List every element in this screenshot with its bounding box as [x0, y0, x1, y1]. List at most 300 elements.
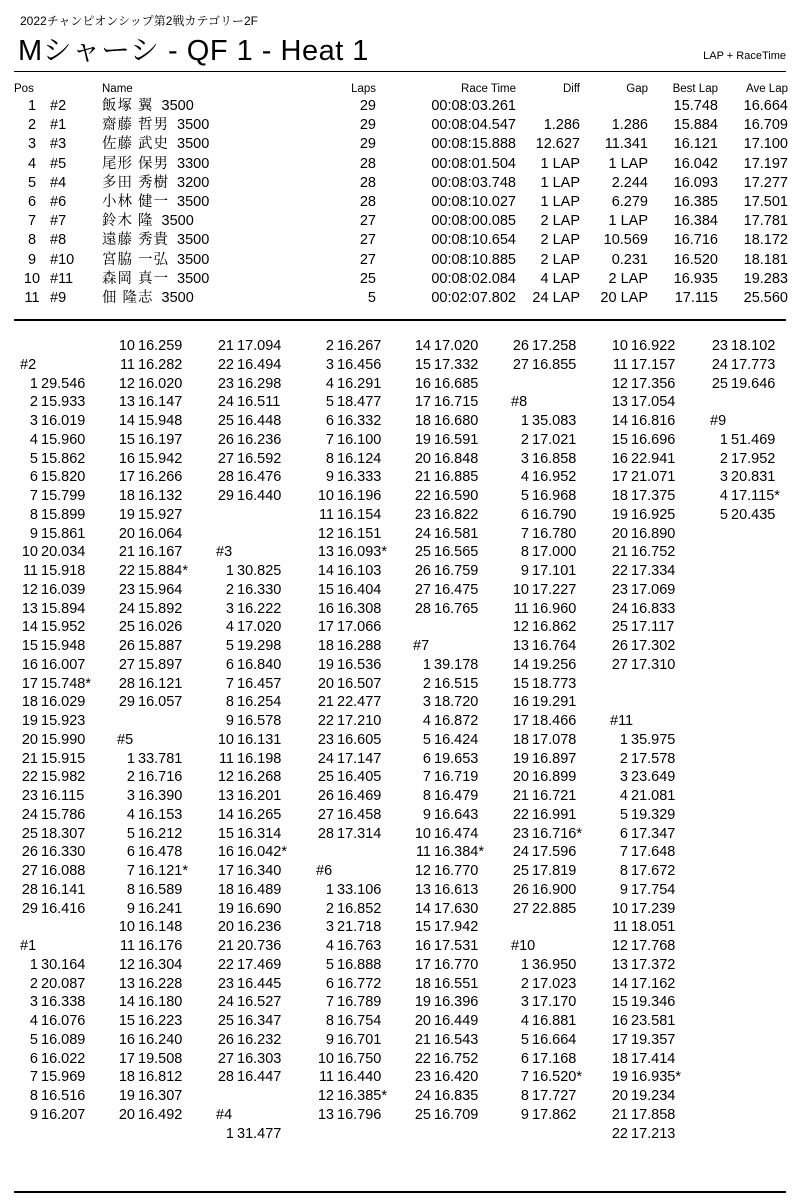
lap-time: 16.340: [237, 863, 282, 879]
lap-entry: [511, 506, 582, 525]
lap-number: 1: [225, 1125, 234, 1142]
lap-spacer: [413, 618, 484, 637]
lap-entry: [511, 450, 582, 469]
lap-number: 13: [118, 975, 135, 992]
result-race-time: 00:08:04.547: [431, 117, 516, 134]
lap-number: 1: [422, 656, 431, 673]
lap-number: 17: [21, 675, 38, 692]
car-lap-header: #4: [216, 1106, 233, 1123]
lap-time: 16.347: [237, 1013, 282, 1029]
lap-time: 16.968: [532, 488, 577, 504]
lap-entry: [117, 506, 188, 525]
lap-time: 20.831: [731, 469, 776, 486]
result-pos: 1: [27, 98, 37, 115]
lap-number: 4: [325, 375, 334, 392]
lap-number: 12: [317, 1088, 334, 1104]
lap-spacer: [511, 918, 582, 937]
driver-class: 3500: [177, 136, 210, 153]
lap-number: 16: [21, 656, 38, 673]
lap-spacer: [216, 525, 287, 544]
lap-time: 16.592: [237, 450, 282, 467]
result-best-lap: 16.385: [673, 194, 718, 211]
lap-number: 23: [21, 788, 38, 804]
result-gap: 20 LAP: [600, 289, 648, 306]
result-diff: 1 LAP: [540, 155, 580, 172]
lap-time: 16.520*: [532, 1069, 582, 1086]
result-race-time: 00:08:01.504: [431, 155, 516, 172]
lap-number: 8: [619, 863, 628, 879]
lap-time: 16.330: [237, 581, 282, 598]
col-header-diff: Diff: [562, 83, 580, 95]
lap-entry: [511, 675, 582, 694]
lap-number: 8: [29, 1088, 38, 1104]
lap-number: 18: [21, 694, 38, 711]
col-header-laps: Laps: [351, 83, 376, 95]
lap-entry: [216, 1012, 287, 1031]
lap-number: 11: [612, 356, 628, 373]
driver-name: 宮脇 一弘: [102, 251, 170, 268]
lap-number: 19: [512, 750, 529, 767]
lap-entry: [413, 843, 484, 862]
lap-number: 25: [711, 375, 728, 392]
lap-time: 17.334: [631, 563, 676, 579]
lap-time: 21.071: [631, 469, 676, 486]
lap-number: 28: [21, 881, 38, 898]
lap-number: 9: [619, 881, 628, 898]
lap-entry: [216, 1031, 287, 1050]
lap-entry: [216, 675, 287, 694]
lap-entry: [20, 881, 91, 900]
report-type-label: LAP + RaceTime: [703, 50, 786, 62]
lap-time: 16.709: [434, 1106, 479, 1123]
lap-entry: [610, 1068, 681, 1087]
lap-number: 8: [29, 506, 38, 523]
lap-entry: [710, 450, 780, 469]
lap-entry: [610, 1087, 681, 1106]
lap-time: 15.960: [41, 431, 86, 448]
lap-entry: [20, 581, 91, 600]
lap-number: 5: [520, 488, 529, 504]
lap-entry: [20, 993, 91, 1012]
lap-time: 16.721: [532, 788, 577, 804]
lap-time: 16.076: [41, 1013, 86, 1029]
driver-name: 多田 秀樹: [102, 174, 170, 191]
lap-number: 27: [217, 450, 234, 467]
lap-time: 16.303: [237, 1050, 282, 1067]
lap-entry: [610, 1050, 681, 1069]
lap-time: 30.825: [237, 563, 282, 579]
lap-time: 16.240: [138, 1031, 183, 1048]
result-ave-lap: 25.560: [743, 289, 788, 306]
lap-number: 22: [317, 713, 334, 729]
result-laps: 29: [359, 117, 376, 134]
lap-entry: [216, 581, 287, 600]
lap-entry: [216, 393, 287, 412]
lap-entry: [117, 618, 188, 637]
lap-entry: [117, 543, 188, 562]
lap-entry: [117, 1087, 188, 1106]
lap-number: 11: [119, 938, 135, 954]
lap-entry: [316, 975, 387, 994]
lap-number: 8: [325, 1013, 334, 1029]
lap-time: 16.822: [434, 506, 479, 523]
lap-entry: [610, 918, 681, 937]
car-lap-header: #5: [117, 731, 134, 748]
lap-number: 2: [325, 900, 334, 917]
lap-number: 4: [325, 938, 334, 954]
lap-number: 24: [217, 394, 234, 411]
lap-time: 16.420: [434, 1069, 479, 1086]
lap-number: 20: [118, 525, 135, 542]
lap-entry: [117, 412, 188, 431]
lap-entry: [413, 1068, 484, 1087]
lap-number: 27: [512, 900, 529, 917]
lap-entry: [316, 637, 387, 656]
lap-spacer: [117, 712, 188, 731]
lap-number: 13: [317, 544, 334, 561]
lap-number: 6: [225, 656, 234, 673]
lap-entry: [511, 1106, 582, 1125]
lap-number: 13: [21, 600, 38, 617]
lap-time: 17.147: [337, 750, 382, 767]
lap-entry: [117, 356, 188, 375]
result-pos: 4: [27, 155, 37, 172]
result-gap: 0.231: [611, 251, 648, 268]
lap-time: 17.066: [337, 619, 382, 636]
lap-entry: [511, 900, 582, 919]
lap-time: 17.414: [631, 1050, 676, 1067]
lap-time: 17.310: [631, 656, 676, 673]
lap-number: 18: [611, 1050, 628, 1067]
driver-class: 3500: [177, 232, 210, 249]
lap-number: 12: [118, 956, 135, 973]
lap-time: 16.789: [337, 994, 382, 1011]
lap-time: 22.941: [631, 450, 676, 467]
lap-time: 16.581: [434, 525, 479, 542]
lap-time: 16.385*: [337, 1088, 387, 1104]
lap-time: 16.332: [337, 413, 382, 429]
lap-number: 9: [29, 1106, 38, 1123]
lap-time: 17.162: [631, 975, 676, 992]
lap-entry: [511, 1087, 582, 1106]
lap-time: 16.991: [532, 806, 577, 823]
lap-entry: [20, 412, 91, 431]
lap-entry: [117, 656, 188, 675]
lap-time: 17.819: [532, 863, 577, 879]
lap-entry: [117, 431, 188, 450]
lap-number: 10: [317, 1050, 334, 1067]
lap-time: 16.952: [532, 469, 577, 486]
lap-entry: [216, 656, 287, 675]
lap-number: 19: [118, 506, 135, 523]
lap-time: 17.862: [532, 1106, 577, 1123]
lap-entry: [216, 637, 287, 656]
result-row: [14, 212, 788, 231]
lap-entry: [511, 468, 582, 487]
result-laps: 28: [359, 155, 376, 172]
result-car-number: #6: [50, 194, 67, 211]
lap-number: 2: [325, 338, 334, 354]
lap-number: 16: [611, 450, 628, 467]
lap-number: 4: [29, 1013, 38, 1029]
lap-entry: [610, 1012, 681, 1031]
lap-number: 6: [619, 825, 628, 842]
result-laps: 5: [367, 289, 376, 306]
lap-entry: [610, 431, 681, 450]
lap-time: 17.672: [631, 863, 676, 879]
lap-number: 20: [21, 731, 38, 748]
lap-entry: [20, 675, 91, 694]
lap-time: 16.197: [138, 431, 183, 448]
lap-number: 17: [414, 394, 431, 411]
result-diff: 1 LAP: [540, 174, 580, 191]
lap-entry: [216, 375, 287, 394]
lap-entry: [20, 862, 91, 881]
car-lap-header: #7: [413, 638, 430, 654]
lap-number: 12: [317, 525, 334, 542]
lap-time: 16.141: [41, 881, 86, 898]
lap-entry: [316, 656, 387, 675]
lap-entry: [216, 693, 287, 712]
lap-spacer: [216, 506, 287, 525]
lap-number: 22: [611, 563, 628, 579]
lap-entry: [610, 975, 681, 994]
lap-time: 15.933: [41, 394, 86, 411]
lap-number: 7: [29, 488, 38, 504]
lap-number: 29: [21, 900, 38, 917]
lap-time: 16.201: [237, 788, 282, 804]
lap-entry: [413, 337, 484, 356]
lap-time: 31.477: [237, 1125, 282, 1142]
lap-entry: [316, 956, 387, 975]
lap-number: 25: [217, 1013, 234, 1029]
lap-entry: [117, 1106, 188, 1125]
lap-number: 5: [29, 450, 38, 467]
lap-number: 18: [217, 881, 234, 898]
lap-number: 16: [217, 844, 234, 861]
lap-entry: [216, 712, 287, 731]
col-header-gap: Gap: [626, 83, 648, 95]
lap-number: 5: [29, 1031, 38, 1048]
lap-number: 24: [414, 525, 431, 542]
lap-column: [710, 337, 780, 525]
lap-time: 15.884*: [138, 563, 188, 579]
result-row: [14, 135, 788, 154]
lap-number: 7: [225, 675, 234, 692]
lap-entry: [216, 900, 287, 919]
driver-class: 3500: [161, 213, 194, 230]
lap-entry: [216, 843, 287, 862]
lap-number: 8: [520, 544, 529, 561]
lap-time: 16.148: [138, 919, 183, 936]
lap-entry: [413, 656, 484, 675]
lap-number: 3: [29, 413, 38, 429]
lap-entry: [20, 600, 91, 619]
lap-time: 18.720: [434, 694, 479, 711]
lap-number: 18: [118, 1069, 135, 1086]
lap-time: 16.833: [631, 600, 676, 617]
lap-time: 16.565: [434, 544, 479, 561]
results-table: [14, 81, 788, 308]
lap-entry: [610, 506, 681, 525]
lap-number: 15: [118, 431, 135, 448]
lap-time: 17.117: [631, 619, 675, 636]
lap-entry: [610, 731, 681, 750]
lap-entry: [117, 975, 188, 994]
lap-time: 16.527: [237, 994, 282, 1011]
lap-column: [316, 337, 387, 1125]
lap-time: 16.093*: [337, 544, 387, 561]
lap-entry: [20, 750, 91, 769]
lap-entry: [117, 468, 188, 487]
lap-time: 17.531: [434, 938, 479, 954]
lap-entry: [117, 993, 188, 1012]
lap-time: 16.207: [41, 1106, 86, 1123]
lap-time: 16.307: [138, 1088, 183, 1104]
lap-time: 15.923: [41, 713, 86, 729]
lap-time: 16.476: [237, 469, 282, 486]
lap-time: 17.356: [631, 375, 676, 392]
lap-entry: [20, 450, 91, 469]
lap-number: 28: [217, 1069, 234, 1086]
lap-entry: [511, 731, 582, 750]
lap-entry: [413, 581, 484, 600]
lap-entry: [117, 375, 188, 394]
lap-number: 28: [118, 675, 135, 692]
lap-number: 15: [611, 994, 628, 1011]
result-pos: 5: [27, 174, 37, 191]
lap-time: 16.131: [237, 731, 282, 748]
lap-time: 16.764: [532, 638, 577, 654]
lap-number: 24: [317, 750, 334, 767]
result-driver: [102, 135, 330, 154]
lap-time: 17.168: [532, 1050, 577, 1067]
lap-time: 16.019: [41, 413, 86, 429]
lap-time: 16.899: [532, 769, 577, 786]
lap-entry: [511, 750, 582, 769]
lap-time: 16.147: [138, 394, 183, 411]
event-name: 2022チャンピオンシップ第2戦カテゴリー2F: [20, 14, 258, 28]
lap-number: 2: [520, 431, 529, 448]
lap-entry: [511, 1012, 582, 1031]
lap-number: 24: [711, 356, 728, 373]
lap-entry: [511, 862, 582, 881]
lap-time: 16.457: [237, 675, 282, 692]
result-best-lap: 17.115: [674, 289, 718, 306]
result-race-time: 00:08:03.261: [431, 98, 516, 115]
result-laps: 29: [359, 136, 376, 153]
lap-entry: [20, 562, 91, 581]
lap-time: 16.298: [237, 375, 282, 392]
lap-entry: [413, 543, 484, 562]
lap-entry: [610, 393, 681, 412]
result-car-number: #1: [50, 117, 67, 134]
lap-spacer: [710, 393, 780, 412]
lap-number: 22: [512, 806, 529, 823]
lap-entry: [511, 600, 582, 619]
lap-entry: [117, 637, 188, 656]
lap-entry: [117, 600, 188, 619]
lap-number: 13: [317, 1106, 334, 1123]
lap-number: 2: [29, 394, 38, 411]
driver-name: 飯塚 翼: [102, 98, 154, 115]
lap-entry: [413, 881, 484, 900]
lap-entry: [20, 393, 91, 412]
lap-entry: [413, 956, 484, 975]
lap-time: 16.685: [434, 375, 479, 392]
lap-time: 17.094: [237, 338, 282, 354]
lap-time: 16.589: [138, 881, 183, 898]
result-pos: 11: [24, 289, 40, 306]
result-row: [14, 116, 788, 135]
lap-number: 24: [414, 1088, 431, 1104]
result-ave-lap: 19.283: [743, 270, 788, 287]
result-race-time: 00:08:10.027: [431, 194, 516, 211]
result-row: [14, 174, 788, 193]
lap-time: 16.816: [631, 413, 676, 429]
lap-number: 12: [512, 619, 529, 636]
result-driver: [102, 270, 330, 289]
lap-number: 25: [217, 413, 234, 429]
lap-number: 8: [126, 881, 135, 898]
lap-time: 20.087: [41, 975, 86, 992]
lap-time: 19.234: [631, 1088, 676, 1104]
result-race-time: 00:08:10.885: [431, 251, 516, 268]
lap-number: 22: [118, 563, 135, 579]
lap-time: 35.975: [631, 731, 676, 748]
lap-entry: [316, 731, 387, 750]
lap-time: 20.435: [731, 506, 776, 523]
lap-time: 18.477: [337, 394, 382, 411]
results-divider: [14, 319, 786, 321]
lap-entry: [610, 862, 681, 881]
lap-entry: [316, 787, 387, 806]
result-ave-lap: 17.197: [743, 155, 788, 172]
lap-entry: [117, 337, 188, 356]
lap-time: 16.770: [434, 956, 479, 973]
lap-time: 16.935*: [631, 1069, 681, 1086]
lap-time: 15.982: [41, 769, 86, 786]
lap-time: 16.100: [337, 431, 382, 448]
lap-number: 12: [611, 375, 628, 392]
lap-number: 6: [520, 506, 529, 523]
lap-time: 16.384*: [434, 844, 484, 861]
lap-entry: [610, 956, 681, 975]
lap-entry: [20, 656, 91, 675]
lap-entry: [511, 881, 582, 900]
lap-number: 5: [325, 956, 334, 973]
lap-entry: [117, 862, 188, 881]
lap-time: 17.069: [631, 581, 676, 598]
lap-entry: [610, 750, 681, 769]
lap-number: 18: [611, 488, 628, 504]
driver-class: 3500: [177, 194, 210, 211]
driver-name: 小林 健一: [102, 194, 170, 211]
lap-time: 15.952: [41, 619, 86, 636]
lap-number: 5: [225, 638, 234, 654]
footer-divider: [14, 1191, 786, 1193]
result-gap: 1 LAP: [608, 213, 648, 230]
lap-entry: [316, 431, 387, 450]
lap-time: 17.021: [532, 431, 577, 448]
lap-number: 5: [619, 806, 628, 823]
lap-number: 17: [512, 713, 529, 729]
lap-time: 16.314: [237, 825, 282, 842]
lap-number: 23: [118, 581, 135, 598]
result-row: [14, 155, 788, 174]
lap-entry: [316, 375, 387, 394]
result-driver: [102, 289, 330, 308]
